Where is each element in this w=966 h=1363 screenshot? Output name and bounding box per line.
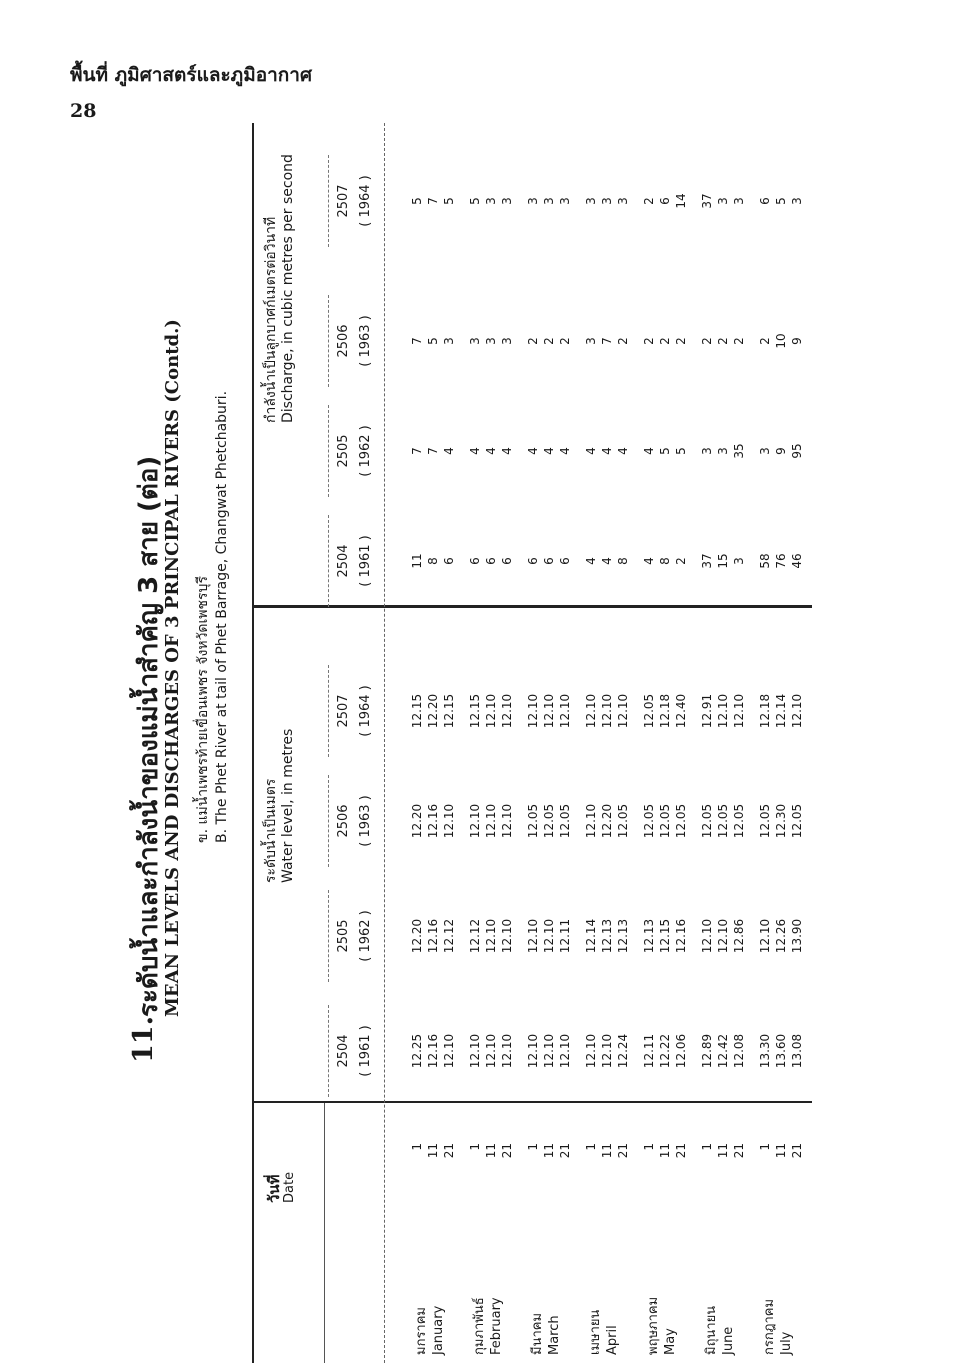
discharge-cell: 3 [700,447,714,455]
month-label-english: February [489,1297,504,1355]
water-level-cell: 12.10 [758,918,772,954]
discharge-cell: 95 [790,443,804,459]
discharge-cell: 3 [542,197,556,205]
water-level-cell: 12.05 [674,803,688,839]
year-header-rule [328,295,330,387]
month-label-english: March [547,1315,562,1355]
day-label: 21 [442,1143,456,1159]
water-level-cell: 12.05 [642,693,656,729]
discharge-cell: 6 [442,557,456,565]
water-level-cell: 12.05 [616,803,630,839]
discharge-cell: 10 [774,333,788,349]
discharge-year-ce: ( 1961 ) [358,535,373,587]
water-level-cell: 12.15 [658,918,672,954]
month-label [642,1205,678,1355]
discharge-cell: 5 [442,197,456,205]
day-label: 11 [542,1143,556,1159]
discharge-cell: 3 [758,447,772,455]
water-level-year-ce: ( 1963 ) [358,795,373,847]
water-level-cell: 12.10 [526,1033,540,1069]
discharge-year-be: 2505 [336,434,351,468]
day-label: 11 [658,1143,672,1159]
month-label [526,1205,562,1355]
water-level-cell: 12.30 [774,803,788,839]
water-level-cell: 12.10 [542,1033,556,1069]
water-level-cell: 12.20 [426,693,440,729]
water-level-cell: 12.10 [468,803,482,839]
discharge-cell: 4 [442,447,456,455]
day-label: 1 [642,1143,656,1151]
day-label: 21 [790,1143,804,1159]
month-label [758,1205,794,1355]
water-level-cell: 12.06 [674,1033,688,1069]
water-level-cell: 12.05 [658,803,672,839]
water-level-cell: 12.11 [558,918,572,954]
section-divider-rule [252,605,812,608]
water-level-cell: 12.10 [526,693,540,729]
water-level-cell: 12.16 [426,1033,440,1069]
water-level-cell: 12.05 [642,803,656,839]
discharge-cell: 2 [658,337,672,345]
water-level-cell: 12.13 [600,918,614,954]
water-level-cell: 12.10 [558,693,572,729]
discharge-cell: 4 [468,447,482,455]
discharge-cell: 4 [558,447,572,455]
table-title-thai: ระดับน้ำและกำลังน้ำของแม่น้ำสำคัญ 3 สาย (ต่อ) [134,455,164,1017]
page-number: 28 [70,100,97,122]
month-label-english: June [721,1326,736,1355]
discharge-cell: 2 [642,197,656,205]
water-level-cell: 12.20 [410,918,424,954]
water-level-cell: 12.10 [600,1033,614,1069]
table-subtitle-thai: ข. แม่น้ำเพชรท้ายเขื่อนเพชร จังหวัดเพชรบุรี [195,576,211,843]
water-level-cell: 12.05 [526,803,540,839]
month-label [410,1205,446,1355]
water-level-cell: 12.40 [674,693,688,729]
discharge-cell: 7 [410,447,424,455]
water-level-cell: 12.10 [484,1033,498,1069]
discharge-cell: 4 [584,557,598,565]
water-level-year-ce: ( 1961 ) [358,1025,373,1077]
discharge-cell: 76 [774,553,788,569]
discharge-cell: 3 [526,197,540,205]
year-header-rule [328,665,330,757]
discharge-cell: 6 [758,197,772,205]
discharge-cell: 4 [642,557,656,565]
day-label: 21 [732,1143,746,1159]
water-level-cell: 12.10 [732,693,746,729]
day-label: 21 [616,1143,630,1159]
water-level-cell: 12.12 [442,918,456,954]
water-level-cell: 12.14 [774,693,788,729]
discharge-cell: 11 [410,553,424,569]
water-level-cell: 12.10 [442,1033,456,1069]
day-label: 11 [484,1143,498,1159]
water-level-cell: 12.18 [758,693,772,729]
discharge-cell: 3 [732,197,746,205]
discharge-cell: 2 [674,337,688,345]
discharge-cell: 2 [732,337,746,345]
discharge-year-be: 2504 [336,544,351,578]
date-column-rule [252,1101,812,1103]
water-level-year-be: 2507 [336,694,351,728]
discharge-cell: 6 [542,557,556,565]
water-level-cell: 12.86 [732,918,746,954]
water-level-cell: 12.10 [468,1033,482,1069]
discharge-cell: 2 [526,337,540,345]
top-rule [252,123,254,1363]
discharge-cell: 2 [558,337,572,345]
table-number: 11. [128,1016,159,1063]
water-level-cell: 12.42 [716,1033,730,1069]
discharge-cell: 6 [468,557,482,565]
discharge-cell: 3 [732,557,746,565]
water-level-cell: 12.89 [700,1033,714,1069]
water-level-cell: 12.10 [700,918,714,954]
water-level-cell: 13.30 [758,1033,772,1069]
discharge-cell: 2 [674,557,688,565]
water-level-year-ce: ( 1962 ) [358,910,373,962]
table-title-english: MEAN LEVELS AND DISCHARGES OF 3 PRINCIPAL RIVERS (Contd.) [162,319,183,1017]
month-label [468,1205,504,1355]
date-header-english: Date [282,1171,297,1203]
water-level-cell: 12.91 [700,693,714,729]
discharge-cell: 5 [674,447,688,455]
discharge-header-english: Discharge, in cubic metres per second [280,154,296,423]
day-label: 21 [674,1143,688,1159]
rotated-table [128,0,828,1363]
water-level-cell: 12.22 [658,1033,672,1069]
day-label: 21 [500,1143,514,1159]
day-label: 11 [600,1143,614,1159]
discharge-cell: 14 [674,193,688,209]
discharge-cell: 3 [442,337,456,345]
water-level-cell: 12.26 [774,918,788,954]
body-rule [384,123,386,1363]
day-label: 1 [584,1143,598,1151]
month-label-thai: มิถุนายน [704,1305,719,1355]
month-label-thai: มกราคม [414,1307,429,1355]
discharge-cell: 3 [584,197,598,205]
day-label: 1 [526,1143,540,1151]
water-level-cell: 12.05 [700,803,714,839]
discharge-year-ce: ( 1963 ) [358,315,373,367]
month-label [584,1205,620,1355]
discharge-cell: 46 [790,553,804,569]
discharge-cell: 3 [716,197,730,205]
water-level-cell: 12.10 [500,693,514,729]
discharge-cell: 9 [790,337,804,345]
water-level-cell: 12.10 [500,803,514,839]
month-label-english: January [431,1305,446,1355]
water-level-cell: 12.10 [526,918,540,954]
water-level-year-be: 2504 [336,1034,351,1068]
year-header-rule [328,515,330,607]
water-level-cell: 12.20 [410,803,424,839]
water-level-cell: 12.10 [558,1033,572,1069]
month-label-thai: เมษายน [588,1309,603,1355]
discharge-cell: 6 [658,197,672,205]
discharge-cell: 3 [558,197,572,205]
water-level-cell: 12.24 [616,1033,630,1069]
water-level-cell: 13.90 [790,918,804,954]
discharge-cell: 2 [716,337,730,345]
water-level-cell: 12.15 [442,693,456,729]
running-title: พื้นที่ ภูมิศาสตร์และภูมิอากาศ [70,64,313,86]
year-header-rule [328,775,330,867]
discharge-cell: 6 [558,557,572,565]
month-label-english: July [779,1331,794,1355]
discharge-cell: 3 [500,197,514,205]
water-level-cell: 12.16 [674,918,688,954]
water-level-cell: 12.13 [616,918,630,954]
water-level-cell: 12.10 [790,693,804,729]
water-level-cell: 12.14 [584,918,598,954]
discharge-cell: 7 [426,447,440,455]
discharge-cell: 4 [542,447,556,455]
discharge-cell: 3 [484,197,498,205]
water-level-cell: 12.16 [426,803,440,839]
water-level-cell: 12.10 [500,1033,514,1069]
month-label-english: May [663,1328,678,1355]
water-level-cell: 12.25 [410,1033,424,1069]
discharge-cell: 4 [526,447,540,455]
water-level-cell: 12.10 [716,693,730,729]
water-level-cell: 12.10 [616,693,630,729]
discharge-cell: 4 [642,447,656,455]
discharge-cell: 2 [758,337,772,345]
day-label: 1 [700,1143,714,1151]
month-label-thai: พฤษภาคม [646,1296,661,1355]
water-level-cell: 12.15 [410,693,424,729]
water-level-year-be: 2505 [336,919,351,953]
discharge-cell: 3 [790,197,804,205]
discharge-cell: 2 [700,337,714,345]
water-level-cell: 13.60 [774,1033,788,1069]
discharge-cell: 5 [468,197,482,205]
water-level-year-be: 2506 [336,804,351,838]
discharge-cell: 5 [426,337,440,345]
discharge-cell: 5 [658,447,672,455]
water-level-cell: 12.10 [584,693,598,729]
discharge-cell: 7 [600,337,614,345]
day-label: 11 [426,1143,440,1159]
water-level-cell: 13.08 [790,1033,804,1069]
water-level-cell: 12.11 [642,1033,656,1069]
water-level-cell: 12.05 [790,803,804,839]
water-level-cell: 12.12 [468,918,482,954]
discharge-cell: 8 [658,557,672,565]
year-header-rule [328,155,330,247]
discharge-cell: 37 [700,553,714,569]
discharge-cell: 5 [774,197,788,205]
water-level-cell: 12.10 [542,918,556,954]
discharge-year-ce: ( 1964 ) [358,175,373,227]
discharge-cell: 6 [526,557,540,565]
day-label: 1 [758,1143,772,1151]
discharge-cell: 4 [600,557,614,565]
month-label-thai: กุมภาพันธ์ [472,1297,487,1355]
year-header-rule [328,1005,330,1097]
water-level-cell: 12.10 [584,1033,598,1069]
discharge-cell: 3 [468,337,482,345]
water-level-cell: 12.05 [758,803,772,839]
discharge-cell: 6 [484,557,498,565]
discharge-year-ce: ( 1962 ) [358,425,373,477]
day-label: 1 [410,1143,424,1151]
discharge-cell: 4 [500,447,514,455]
water-level-cell: 12.10 [716,918,730,954]
discharge-cell: 2 [642,337,656,345]
water-level-cell: 12.13 [642,918,656,954]
discharge-cell: 3 [600,197,614,205]
water-level-cell: 12.10 [584,803,598,839]
month-label-thai: กรกฎาคม [762,1298,777,1355]
discharge-cell: 2 [542,337,556,345]
water-level-header-english: Water level, in metres [280,728,296,883]
discharge-cell: 3 [500,337,514,345]
discharge-cell: 37 [700,193,714,209]
discharge-header-thai: กำลังน้ำเป็นลูกบาศก์เมตรต่อวินาที [263,216,279,423]
water-level-cell: 12.05 [716,803,730,839]
discharge-cell: 3 [616,197,630,205]
day-label: 11 [716,1143,730,1159]
month-label-english: April [605,1325,620,1355]
discharge-cell: 3 [484,337,498,345]
discharge-cell: 2 [616,337,630,345]
discharge-year-be: 2507 [336,184,351,218]
table-subtitle-english: B. The Phet River at tail of Phet Barrage, Changwat Phetchaburi. [214,390,230,843]
discharge-cell: 7 [410,337,424,345]
discharge-cell: 35 [732,443,746,459]
water-level-cell: 12.05 [732,803,746,839]
water-level-cell: 12.05 [558,803,572,839]
discharge-cell: 9 [774,447,788,455]
discharge-cell: 5 [410,197,424,205]
water-level-cell: 12.18 [658,693,672,729]
discharge-cell: 6 [500,557,514,565]
discharge-cell: 4 [584,447,598,455]
water-level-header-thai: ระดับน้ำเป็นเมตร [263,778,279,883]
discharge-cell: 7 [426,197,440,205]
water-level-cell: 12.10 [600,693,614,729]
date-header-thai: วันที่ [265,1174,283,1203]
water-level-cell: 12.16 [426,918,440,954]
water-level-year-ce: ( 1964 ) [358,685,373,737]
day-label: 1 [468,1143,482,1151]
year-header-rule [328,890,330,982]
month-label-thai: มีนาคม [530,1312,545,1355]
water-level-cell: 12.10 [484,693,498,729]
day-label: 11 [774,1143,788,1159]
date-header-rule [324,1103,325,1363]
water-level-cell: 12.10 [500,918,514,954]
water-level-cell: 12.20 [600,803,614,839]
water-level-cell: 12.15 [468,693,482,729]
discharge-cell: 58 [758,553,772,569]
discharge-cell: 8 [426,557,440,565]
water-level-cell: 12.08 [732,1033,746,1069]
year-header-rule [328,405,330,497]
water-level-cell: 12.10 [442,803,456,839]
water-level-cell: 12.10 [542,693,556,729]
discharge-cell: 4 [600,447,614,455]
discharge-cell: 15 [716,553,730,569]
discharge-cell: 4 [484,447,498,455]
discharge-cell: 3 [584,337,598,345]
water-level-cell: 12.10 [484,803,498,839]
discharge-cell: 3 [716,447,730,455]
discharge-year-be: 2506 [336,324,351,358]
water-level-cell: 12.05 [542,803,556,839]
water-level-cell: 12.10 [484,918,498,954]
day-label: 21 [558,1143,572,1159]
month-label [700,1205,736,1355]
discharge-cell: 8 [616,557,630,565]
discharge-cell: 4 [616,447,630,455]
